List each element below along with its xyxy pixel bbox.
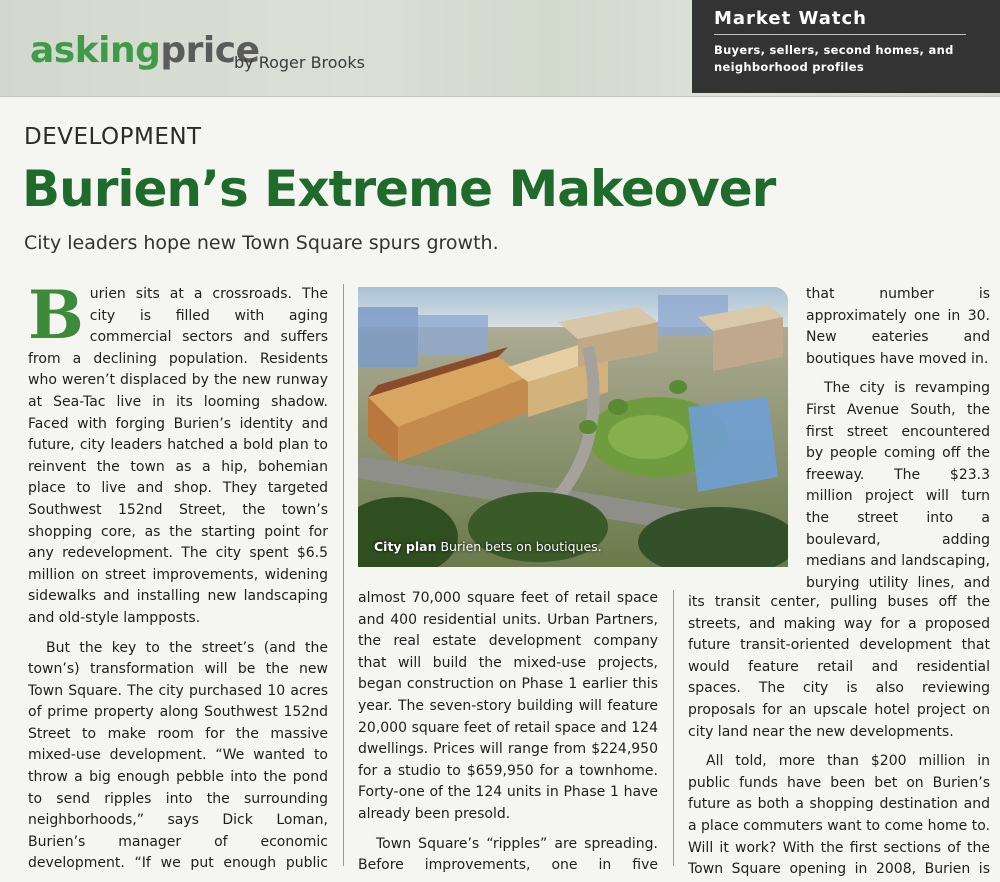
caption-label: City plan	[374, 539, 437, 554]
drop-cap: B	[28, 284, 84, 354]
market-watch-divider	[714, 34, 966, 35]
byline: by Roger Brooks	[234, 53, 365, 72]
column-divider	[673, 590, 674, 866]
paragraph: All told, more than $200 million in public funds have been bet on Burien’s future as both a shopping destination and a place commuters want to come home to. Will it work? With the first sections of the Town Square opening in 2008, Burien is	[688, 753, 990, 876]
brand-asking: asking	[30, 30, 161, 71]
column-divider	[343, 284, 344, 866]
paragraph: The city is revamping First Avenue South, the first street encountered by people coming off the freeway. The $23.3 million project will turn the street into a boulevard, adding medians and landscaping, burying utility lines, and	[806, 380, 990, 590]
paragraph: almost 70,000 square feet of retail space and 400 residential units. Urban Partners, the real estate development company that will build the mixed-use projects, began construction on Phase 1 earlier this year. The seven-story building will feature 20,000 square feet of retail space and 124 dwellings. Prices will range from $224,950 for a studio to $659,950 for a townhome. Forty-one of the 124 units in Phase 1 have already been presold.	[358, 590, 658, 822]
paragraph: Town Square’s “ripples” are spreading. Before improvements, one in five	[358, 835, 658, 874]
header-band	[0, 0, 1000, 97]
paragraph: But the key to the street’s (and the town’s) transformation will be the new Town Square. The city purchased 10 acres of prime property along Southwest 152nd Street to make room for the massive mixed-use development. “We wanted to throw a big enough pebble into the pond to send ripples into the surrounding neighborhoods,” says Dick Loman, Burien’s manager of economic development. “If we put enough public	[28, 639, 328, 872]
article-column-2	[358, 588, 658, 876]
paragraph: its transit center, pulling buses off the streets, and making way for a proposed future transit-oriented development that would feature retail and residential spaces. The city is also reviewing proposals for an upscale hotel project on city land near the new developments.	[688, 594, 990, 740]
caption-text: Burien bets on boutiques.	[436, 539, 602, 554]
paragraph	[28, 284, 328, 630]
brand-price: price	[160, 30, 260, 71]
paragraph-text: urien sits at a crossroads. The city is filled with aging commercial sectors and suffers from a declining population. Residents who weren’t displaced by the new runway at Sea-Tac live in its looming shadow. Faced with forging Burien’s identity and future, city leaders hatched a bold plan to reinvent the town as a hip, bohemian place to live and shop. They targeted Southwest 152nd Street, the town’s shopping core, as the starting point for any redevelopment. The city spent $6.5 million on street improvements, widening sidewalks and installing new landscaping and old-style lampposts.	[28, 286, 328, 626]
town-square-rendering	[358, 287, 788, 567]
paragraph: that number is approximately one in 30. New eateries and boutiques have moved in.	[806, 286, 990, 367]
market-watch-box	[692, 0, 1000, 93]
market-watch-title: Market Watch	[714, 8, 867, 29]
article-column-3-top	[806, 284, 990, 590]
article-column-3-bottom	[688, 592, 990, 876]
article-column-1	[28, 284, 328, 876]
headline: Burien’s Extreme Makeover	[22, 160, 776, 218]
figure-caption	[374, 539, 602, 554]
market-watch-subtitle: Buyers, sellers, second homes, and neighborhood profiles	[714, 43, 954, 74]
column-brand	[30, 30, 260, 71]
city-plan-illustration	[358, 287, 788, 567]
section-label: DEVELOPMENT	[24, 124, 202, 150]
deck: City leaders hope new Town Square spurs growth.	[24, 232, 499, 254]
